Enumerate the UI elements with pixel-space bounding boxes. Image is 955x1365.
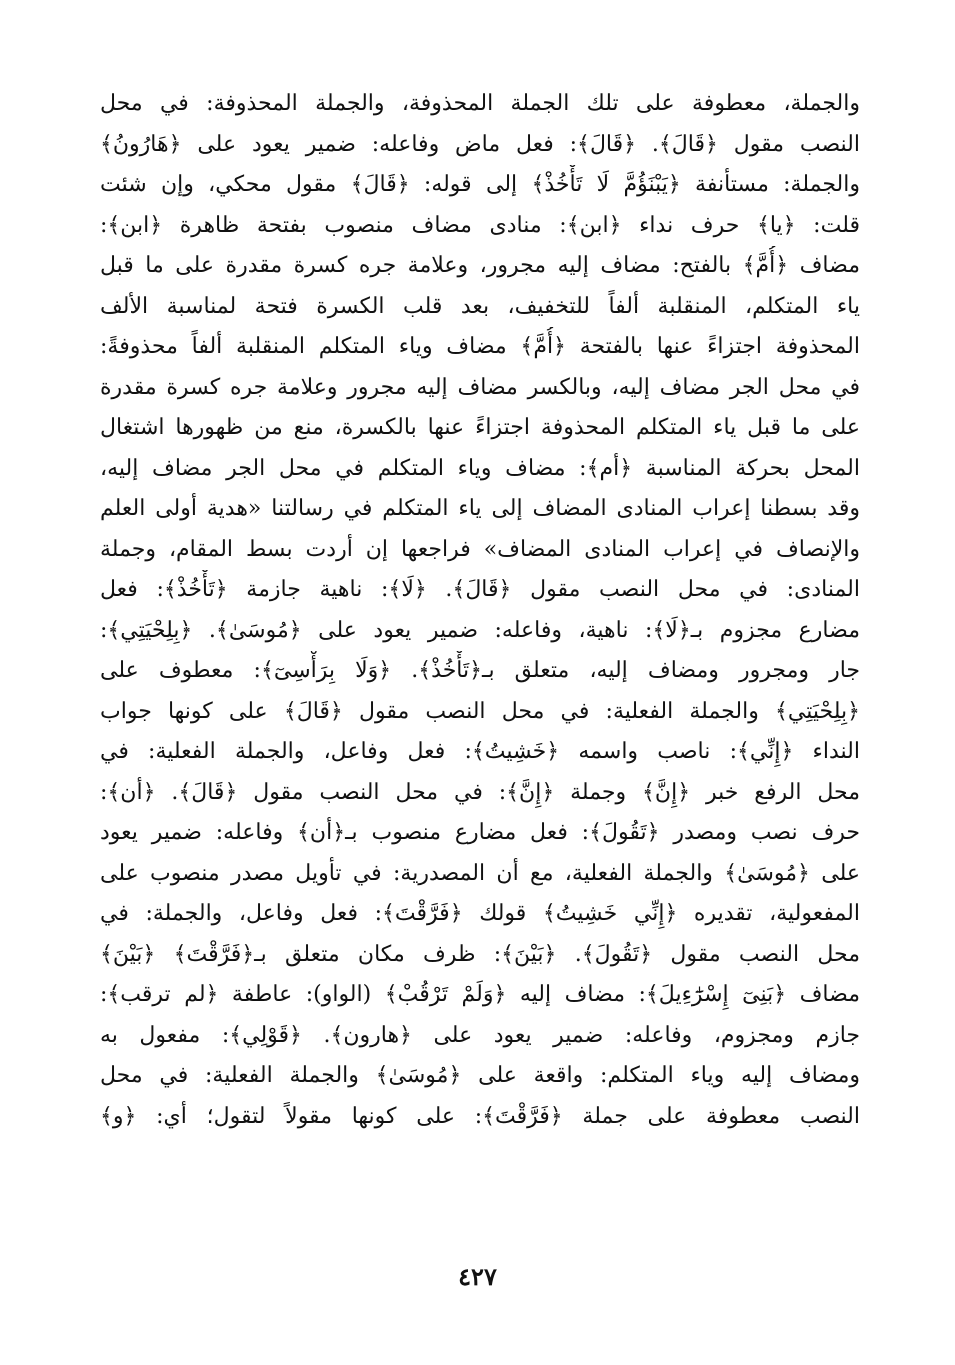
text-line: في محل الجر مضاف إليه، وبالكسر مضاف إليه مجرور وعلامة جره كسرة مقدرة: [100, 374, 860, 400]
text-line: ومضاف إليه وياء المتكلم: واقعة على ﴿مُوسَىٰ﴾ والجملة الفعلية: في محل: [100, 1063, 860, 1088]
body-text: [100, 84, 860, 1137]
text-line: والإنصاف في إعراب المنادى المضاف» فراجعها إن أردت بسط المقام، وجملة: [100, 536, 860, 562]
text-line: المنادى: في محل النصب مقول ﴿قَالَ﴾. ﴿لَا﴾: ناهية جازمة ﴿تَأْخُذْ﴾: فعل: [100, 577, 860, 602]
text-line: النصب مقول ﴿قَالَ﴾. ﴿قَالَ﴾: فعل ماض وفاعله: ضمير يعود على ﴿هَارُونُ﴾: [100, 131, 860, 157]
text-line: وقد بسطنا إعراب المنادى المضاف إلى ياء المتكلم في رسالتنا «هدية أولى العلم: [100, 496, 860, 521]
text-line: المحل بحركة المناسبة ﴿أم﴾: مضاف وياء المتكلم في محل الجر مضاف إليه،: [100, 455, 860, 481]
text-line: والجملة، معطوفة على تلك الجملة المحذوفة، والجملة المحذوفة: في محل: [100, 91, 860, 116]
text-line: ياء المتكلم، المنقلبة ألفاً للتخفيف، بعد قلب الكسرة فتحة لمناسبة الألف: [100, 293, 860, 319]
text-line: على ﴿مُوسَىٰ﴾ والجملة الفعلية، مع أن المصدرية: في تأويل مصدر منصوب على: [100, 860, 860, 886]
text-line: المحذوفة اجتزاءً عنها بالفتحة ﴿أُمَّ﴾ مضاف وياء المتكلم المنقلبة ألفاً محذوفةً:: [100, 334, 860, 359]
text-line: محل النصب مقول ﴿تَقُولَ﴾. ﴿بَيْنَ﴾: ظرف مكان متعلق بـ﴿فَرَّقْتَ﴾ ﴿بَيْنَ﴾: [100, 941, 860, 967]
text-line: جازم ومجزوم، وفاعله: ضمير يعود على ﴿هارون﴾. ﴿قَوْلِي﴾: مفعول به: [100, 1022, 860, 1048]
text-line: قلت: ﴿يا﴾ حرف نداء ﴿ابن﴾: منادى مضاف منصوب بفتحة ظاهرة ﴿ابن﴾:: [100, 212, 860, 238]
text-line: حرف نصب ومصدر ﴿تَقُولَ﴾: فعل مضارع منصوب بـ﴿أن﴾ وفاعله: ضمير يعود: [100, 820, 860, 845]
text-line: جار ومجرور ومضاف إليه، متعلق بـ﴿تَأْخُذْ﴾. ﴿وَلَا بِرَأْسِىٓ﴾: معطوف على: [100, 658, 860, 683]
text-line: والجملة: مستأنفة ﴿يَبْنَؤُمَّ لَا تَأْخُذْ﴾ إلى قوله: ﴿قَالَ﴾ مقول محكي، وإن شئت: [100, 172, 860, 197]
text-line: على ما قبل ياء المتكلم المحذوفة اجتزاءً عنها بالكسرة، منع من ظهورها اشتغال: [100, 415, 860, 440]
text-line: مضاف ﴿أُمَّ﴾ بالفتح: مضاف إليه مجرور، وعلامة جره كسرة مقدرة على ما قبل: [100, 253, 860, 278]
text-line: مضارع مجزوم بـ﴿لَا﴾: ناهية، وفاعله: ضمير يعود على ﴿مُوسَىٰ﴾. ﴿بِلِحْيَتِي﴾:: [100, 617, 860, 643]
text-line: محل الرفع خبر ﴿إِنَّ﴾ وجملة ﴿إِنَّ﴾: في محل النصب مقول ﴿قَالَ﴾. ﴿أن﴾:: [100, 779, 860, 805]
text-line: النصب معطوفة على جملة ﴿فَرَّقْتَ﴾: على كونها مقولاً لتقول؛ أي: ﴿و﴾: [100, 1103, 860, 1129]
text-line: المفعولية، تقديره ﴿إِنِّي خَشِيتُ﴾ قولك ﴿فَرَّقْتَ﴾: فعل وفاعل، والجملة: في: [100, 901, 860, 926]
text-line: النداء ﴿إِنِّي﴾: ناصب واسمه ﴿خَشِيتُ﴾: فعل وفاعل، والجملة الفعلية: في: [100, 739, 860, 764]
page-number: ٤٢٧: [458, 1262, 497, 1291]
text-line: ﴿بِلِحْيَتِي﴾ والجملة الفعلية: في محل النصب مقول ﴿قَالَ﴾ على كونها جواب: [100, 698, 860, 724]
text-line: مضاف ﴿بَنِىٓ إِسْرَٰٓءِيلَ﴾: مضاف إليه ﴿وَلَمْ تَرْقُبْ﴾ (الواو): عاطفة ﴿لم ترقب﴾:: [100, 982, 860, 1007]
